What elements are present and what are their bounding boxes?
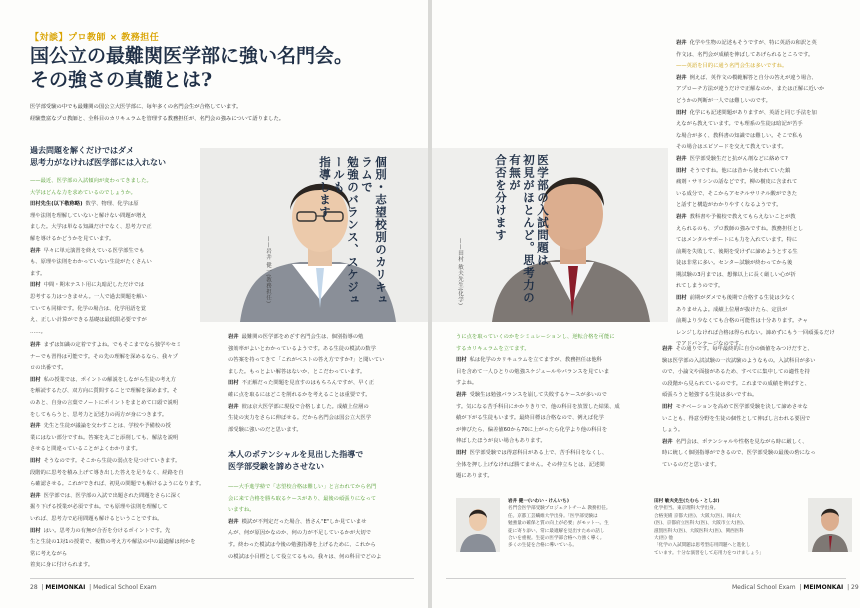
line-text: ます。 [30, 270, 46, 277]
text-line [228, 402, 414, 414]
line-text: え、正しい計算ができる基礎は最低限必要ですが [30, 317, 147, 324]
text-line [30, 199, 200, 211]
text-line [30, 315, 200, 327]
speaker-label: 岩井 [662, 346, 673, 352]
footer-left: 28 | MEIMONKAI | Medical School Exam [30, 584, 157, 591]
speaker-label: 岩井 [676, 40, 687, 46]
speaker-label: 田村 [676, 109, 687, 116]
line-text: 強効率がよいとわかっているようです。ある生徒の模試の数学 [228, 345, 376, 352]
line-text: 頑張ろうと勉強する生徒は多いですね。 [662, 392, 758, 399]
line-text: えながら教えています。でも理系の生徒は暗記が苦手 [676, 121, 803, 128]
text-line [676, 224, 846, 236]
profile-photo-tamura [808, 498, 852, 552]
text-line [662, 390, 848, 402]
text-line [456, 460, 652, 472]
text-line [30, 292, 200, 304]
line-text: 数学、物理、化学は原 [85, 201, 139, 208]
line-text: 前期より少なくても合格の可能性は十分あります。チャ [676, 318, 808, 325]
profile-line: 徒に寄り添い、常に最適解を見出すための話し [508, 528, 605, 534]
line-text: 化学にも記述問題がありますが、英語と同じ手法を加 [689, 109, 817, 116]
text-line [456, 332, 652, 344]
profile-line: 合いを重視。生徒の医学部合格へ力強く導く。 [508, 536, 605, 542]
line-text: させると問違っていることがよくわかります。 [30, 446, 141, 453]
line-text: 名門会は、ポテンシャルや性格を見ながら時に厳しく、 [675, 438, 808, 445]
speaker-label: 田村 [456, 357, 467, 364]
text-line [456, 471, 652, 483]
profile-line: 合格実績 京都大(医)、大阪大(医)、岡山大 [654, 513, 741, 519]
line-text: するカリキュラムを立てます。 [456, 345, 530, 352]
line-text: はい。思考力の有無が合否を分けるポイントです。先 [43, 527, 171, 534]
text-line [676, 131, 846, 143]
left-column-1-text [30, 176, 200, 336]
line-text: 題にあります。 [456, 473, 493, 480]
text-line [30, 502, 214, 514]
text-line [676, 305, 846, 317]
text-line [228, 540, 414, 552]
text-line [676, 281, 846, 293]
line-text: うに点を取っていくのかをシミュレーションし、逆転合格を可能に [456, 334, 615, 340]
text-line [228, 367, 414, 379]
text-line [676, 108, 846, 120]
line-text: 医学部受験では得意科目がある上で、苦手科目をなくし、 [469, 449, 608, 456]
text-line [456, 436, 652, 448]
text-line [662, 414, 848, 426]
profile-text-tamura [654, 498, 804, 557]
portrait-tamura-image [432, 148, 668, 322]
line-text: ていても同様です。化学の場合は、化学用語を覚 [30, 305, 147, 312]
text-line [662, 379, 848, 391]
section-heading-1: 過去問題を解くだけではダメ 思考力がなければ医学部には入れない [30, 145, 166, 167]
line-text: 会に来て合格を勝ち取るケースがあり、最後の頑張りになって [228, 495, 377, 502]
line-text: 徒は非常に多い。センター試験が終わってから後 [676, 260, 793, 267]
line-text: アプローチ方法が違うだけで正解なのか、または正解に近いか [676, 86, 825, 93]
line-text: 医学部では、医学部の入試で出題された問題をさらに深く [43, 492, 182, 499]
text-line [228, 552, 414, 564]
speaker-label: 岩井 [676, 155, 687, 162]
profile-line: 任。京都工芸繊維大学出身。「医学部受験は [508, 513, 598, 519]
text-line [30, 560, 214, 572]
text-line [30, 433, 214, 445]
text-line [676, 61, 846, 73]
speaker-label: 岩井 [456, 391, 467, 398]
text-line [676, 142, 846, 154]
speaker-label: 岩井 [30, 423, 41, 430]
text-line [30, 375, 214, 387]
line-text: 例えば、英作文の模範解答と自分の答えが違う場合、 [689, 74, 817, 81]
text-line [676, 200, 846, 212]
profile-line: 勉強量の確保と質の向上が必要」がモットー。生 [508, 521, 609, 527]
line-text: ました。大学は単なる知識だけでなく、思考力で正 [30, 224, 152, 231]
line-text: が伸びたら、偏差値60から70に上がったら化学より他の科目を [456, 426, 608, 433]
speaker-label: 田村 [676, 295, 687, 302]
line-text: 私は化学のカリキュラムを立てますが、教務担任は他科 [469, 357, 602, 364]
footer-rule-left [30, 578, 414, 579]
text-line [228, 505, 414, 517]
line-text: その通りです。毎年最終的に自分の価値をみつけだすと、 [675, 346, 813, 352]
text-line [676, 38, 846, 50]
profile-line: 滋賀医科大(医)、大阪医科大(医)、関西医科 [654, 528, 744, 534]
line-text: をしてもらうと、思考力と記述力の両方が身につきます。 [30, 411, 168, 418]
line-text: な場合が多く、教科書の知識では難しい。そこで私も [676, 132, 804, 139]
line-text: 績が下がる生徒もいます。最終目標は合格なので、例えば化学 [456, 415, 604, 422]
text-line [30, 188, 200, 200]
line-text: と話すと構造がわかりやすくなるようです。 [676, 202, 782, 209]
line-text: 験は医学部の入試試験の一次試験のようなもの。入試科目が多い [662, 357, 816, 364]
pull-quote-caption-tamura: ——田村 敏夫先生(化学) [457, 238, 463, 306]
speaker-label: 田村 [662, 403, 673, 410]
line-text: まずは知識の定着ですよね。でもそこまでなら独学やセミ [43, 342, 182, 348]
speaker-label: 岩井 [30, 492, 41, 499]
article-title: 国公立の最難関医学部に強い名門会。 その強さの真髄とは? [30, 45, 354, 91]
speaker-label: 田村 [30, 376, 41, 383]
line-text: そうなのです。そこから生徒の弱点を見つけていきます。 [43, 457, 181, 464]
text-line [456, 390, 652, 402]
line-text: ——大手進学塾で「志望校合格は難しい」と言われてから名門 [228, 484, 377, 490]
text-line [456, 355, 652, 367]
text-line [676, 189, 846, 201]
text-line [30, 468, 214, 480]
profile-line: 多くの生徒を合格に導いている。 [508, 543, 577, 549]
text-line [30, 211, 200, 223]
line-text: 期試験の3月までは、想像以上に長く厳しい心が折 [676, 271, 796, 278]
line-text: の模試は小目標として役立てるもの。我々は、何の科目でどのよ [228, 553, 382, 560]
text-line [676, 212, 846, 224]
text-line [456, 367, 652, 379]
speaker-label: 田村 [228, 380, 239, 387]
right-page [432, 0, 860, 608]
text-line [30, 327, 200, 336]
text-line [228, 390, 414, 402]
text-line [676, 247, 846, 259]
profile-line: 化学担当。東京理科大学出身。 [654, 506, 719, 512]
profile-text-iwai [508, 498, 650, 550]
text-line [662, 356, 848, 368]
text-line [456, 402, 652, 414]
line-text: んが、何が原因かなのか、何の力が不足しているかが大切で [228, 530, 372, 537]
text-line [30, 444, 214, 456]
line-text: ——最近、医学部の入試傾向が変わってきました。 [30, 178, 152, 184]
article-lead: 医学部受験の中でも最難関の国公立大医学部に、毎年多くの名門会生が合格しています。 経験豊富なプロ教師と、全科目のカリキュラムを管理する教務担任が、名門会の強みについて語りました。 [30, 104, 285, 122]
text-line [662, 367, 848, 379]
line-text: 部受験に強いのだと思います。 [228, 426, 302, 433]
text-line [228, 517, 414, 529]
text-line [30, 280, 200, 292]
line-text: そうですね。他には昔から使われていた鎮 [689, 167, 791, 174]
profile-line: (医)、京都府立医科大(医)、大阪市立大(医)、 [654, 521, 748, 527]
text-line [676, 270, 846, 282]
speaker-label: 岩井 [676, 213, 687, 220]
text-line [228, 332, 414, 344]
line-text: えられるのも、プロ教師の強みですね。教務担任とし [676, 225, 804, 232]
text-line [30, 176, 200, 188]
line-text: レンジしなければ合格は得られない。諦めずにもう一回頑張るだけ [676, 329, 835, 336]
profile-line: 「化学の入試問題は思考型応用問題へと進化し [654, 543, 751, 549]
text-line [456, 413, 652, 425]
speaker-label: 田村 [30, 282, 41, 289]
line-text: ありませんよ。成績上位層が抜けたら、定員が [676, 306, 788, 313]
line-text: 痛剤・サリシンの話などです。柳の樹皮に含まれて [676, 179, 798, 186]
line-text: ——英語を目的に通う名門会生は多いですね。 [676, 63, 788, 70]
line-text: 理や法則を理解していないと解けない問題が増え [30, 212, 147, 219]
pull-quote-iwai: 個別・志望校別のカリキュラムで 勉強のバランス、スケジュールも 指導します [318, 156, 388, 306]
text-line [228, 482, 414, 494]
line-text: その場合はエピソードを交えて教えています。 [676, 144, 787, 151]
left-page [0, 0, 428, 608]
line-text: も、原理や法則をわかっていない生徒がたくさんい [30, 259, 152, 266]
text-line [228, 344, 414, 356]
text-line [30, 340, 214, 352]
line-text: 作文は、名門会が成績を伸ばしてあげられるところです。 [676, 51, 814, 58]
profile-line: 名門会医学部受験プロジェクトチーム 教務担任。 [508, 506, 611, 512]
right-column-1-text [676, 38, 846, 364]
line-text: 目を含めて一人ひとりの勉強スケジュールやバランスを見ていま [456, 368, 610, 375]
photo-tamura [432, 148, 668, 322]
line-text: しょう。 [662, 427, 684, 434]
footer-right: Medical School Exam | MEIMONKAI | 29 [732, 584, 859, 591]
text-line [676, 73, 846, 85]
pull-quote-caption-iwai: ——岩井 健一(教務担任) [265, 236, 271, 304]
line-text: 不正解だった問題を見直すのはもちろんですが、早く正 [241, 380, 375, 387]
line-text: 大学はどんな力を求めているのでしょうか。 [30, 189, 136, 196]
text-line [30, 456, 214, 468]
line-text: ナーでも習得は可能です。その先の理解を深めるなら、我々プ [30, 353, 178, 360]
left-column-1b-text [30, 340, 214, 576]
portrait-iwai-image [200, 148, 428, 322]
text-line [228, 413, 414, 425]
line-text: どうかの判断が一人では難しいのです。 [676, 97, 771, 104]
text-line [30, 246, 200, 258]
text-line [30, 479, 214, 491]
line-text: すよね。 [456, 380, 478, 387]
line-text: 私の授業では、ポイントの解説をしながら生徒の考え方 [43, 376, 177, 383]
speaker-label: 岩井 [30, 247, 41, 254]
text-line [30, 421, 214, 433]
text-line [228, 378, 414, 390]
text-line [676, 96, 846, 108]
line-text: 着実に身に付けられます。 [30, 562, 94, 569]
speaker-label: 岩井 [228, 518, 239, 525]
line-text: 受験生は勉強バランスを崩して失敗するケースが多いので [469, 391, 607, 398]
text-line [456, 448, 652, 460]
speaker-label: 岩井 [228, 334, 239, 340]
line-text: いれば、思考力で応用問題も解けるということですね。 [30, 515, 163, 522]
line-text: いる成分で、そこからアセチルサリチル酸ができた [676, 190, 798, 197]
text-line [30, 526, 214, 538]
text-line [662, 425, 848, 437]
line-text: 医学部受験生だと抗がん剤などに絡めて? [689, 155, 788, 162]
text-line [676, 119, 846, 131]
line-text: てはメンタルサポートにも力を入れています。特に [676, 237, 798, 244]
line-text: 段階的に思考を積み上げて導き出した答えを足りなく、経路を自 [30, 469, 184, 476]
line-text: 前期がダメでも後期で合格する生徒は少なく [689, 295, 796, 302]
text-line [228, 528, 414, 540]
text-line [456, 344, 652, 356]
line-text: ので、小論文や面接があるため、すべてに集中しての適性を持 [662, 369, 810, 376]
text-line [30, 398, 214, 410]
text-line [30, 549, 214, 561]
text-line [30, 352, 214, 364]
text-line [676, 316, 846, 328]
line-text: いますね。 [228, 507, 255, 514]
speaker-label: 岩井 [228, 403, 239, 410]
line-text: 早々に単元演習を終えている医学部生でも [43, 247, 145, 254]
text-line [676, 177, 846, 189]
text-line [676, 258, 846, 270]
line-text: 常に考えながら [30, 550, 68, 557]
speaker-label: 岩井 [662, 438, 673, 445]
text-line [228, 425, 414, 437]
left-column-2-text [228, 332, 414, 444]
text-line [676, 154, 846, 166]
text-line [676, 84, 846, 96]
line-text: ロの出番です。 [30, 365, 67, 372]
text-line [662, 448, 848, 460]
line-text: の段階から見られているのです。これまでの成績を伸ばすと、 [662, 380, 810, 387]
text-line [662, 402, 848, 414]
text-line [30, 491, 214, 503]
speaker-label: 岩井 [676, 74, 687, 81]
line-text: 模試が不判定だった場合、皆さん"E"しか見ていませ [241, 518, 367, 525]
line-text: 前期を失敗して、後期を受けずに諦めようとする生 [676, 248, 798, 255]
right-column-2-text [456, 332, 652, 494]
text-line [30, 410, 214, 422]
right-column-3-text [662, 344, 848, 476]
line-text: す。終わった模試は今後の勉強指導を上げるために、これから [228, 541, 376, 548]
text-line [30, 222, 200, 234]
line-text: 全体を押し上げなければ勝てません。その仲立ちとは、記述問 [456, 461, 605, 468]
text-line [456, 425, 652, 437]
section-heading-2: 本人のポテンシャルを見出した指導で 医学部受験を諦めさせない [228, 449, 364, 471]
article-tag: 【対談】プロ教師 × 教務担任 [30, 33, 160, 43]
text-line [662, 344, 848, 356]
line-text: いことも、得意分野を生徒の個性として伸ばし言われる要因で [662, 415, 811, 422]
line-text: 生と生徒の1対1の授業で、複数の考え方や解法の中の最適解は何かを [30, 539, 196, 546]
text-line [676, 50, 846, 62]
profile-line: ています。十分な演習をして応用力をつけましょう」 [654, 550, 764, 556]
profile-tamura [654, 498, 848, 568]
profile-iwai [456, 498, 650, 568]
line-text: でアドバンテージなのです。 [676, 341, 745, 348]
text-line [30, 386, 214, 398]
text-line [30, 257, 200, 269]
speaker-label: 田村 [30, 527, 41, 534]
text-line [228, 494, 414, 506]
text-line [30, 269, 200, 281]
line-text: を解読するたび、双方向に質問することで理解を深めます。そ [30, 388, 178, 395]
line-text: 思考する力はつきません。一人で過去問題を解い [30, 293, 147, 300]
line-text: モチベーションを高めて医学部受験を決して諦めさせな [675, 403, 808, 410]
line-text: 時に統しく個別指導ができるので、医学部受験の最後の砦になっ [662, 450, 816, 457]
line-text: ているのだと思います。 [662, 461, 720, 468]
left-column-3-text [228, 482, 414, 572]
text-line [456, 378, 652, 390]
line-text: のあと、自身の言葉でノートにポイントをまとめて口頭で説明 [30, 399, 179, 406]
speaker-label: 岩井 [30, 342, 41, 348]
line-text: れてしまうのです。 [676, 283, 724, 290]
line-text: ……。 [30, 328, 46, 335]
line-text: 彼は京大医学部に現役で合格しました。成績上位層の [241, 403, 369, 410]
text-line [228, 355, 414, 367]
text-line [676, 328, 846, 340]
speaker-label: 田村 [676, 167, 687, 174]
text-line [30, 363, 214, 375]
text-line [662, 437, 848, 449]
text-line [30, 537, 214, 549]
text-line [676, 293, 846, 305]
line-text: ら確認させる。これができれば、初見の問題でも解けるようになります。 [30, 481, 205, 488]
photo-iwai [200, 148, 428, 322]
text-line [30, 304, 200, 316]
line-text: 教科書や予備校で教えてもらえないことが教 [689, 213, 796, 220]
line-text: 最難関の医学部をめざす名門会生は、個別指導の勉 [241, 334, 364, 340]
line-text: 掘り下げる授業が必須ですね。でも原理や法則を理解して [30, 504, 168, 511]
footer-rule-right [446, 578, 846, 579]
line-text: 先生と生徒が議論を交わすことは、学校や予備校の授 [43, 423, 171, 430]
profile-name: 岩井 健一(いわい・けんいち) [508, 499, 569, 504]
line-text: の答案を持ってきて「これがベストの答え方ですか?」と聞いてい [228, 357, 385, 364]
speaker-label: 田村先生(以下敬称略) [30, 201, 83, 208]
line-text: 業にはない部分ですね。答案を丸ごと添削しても、解法を説明 [30, 434, 179, 441]
line-text: 化学や生物の記述もそうですが、特に英語の和訳と英 [689, 40, 817, 46]
profile-photo-iwai [456, 498, 500, 552]
pull-quote-tamura: 医学部の入試問題は 初見がほとんど。思考力の有無が 合否を分けます [494, 154, 550, 304]
text-line [676, 235, 846, 247]
line-text: 中間・期末テスト用に丸暗記しただけでは [43, 282, 145, 289]
text-line [30, 514, 214, 526]
line-text: 確に点を取るにはどこを削れるかを考えることは重要です。 [228, 391, 371, 398]
speaker-label: 田村 [30, 457, 41, 464]
profile-name: 田村 敏夫先生(たむら・としお) [654, 499, 720, 504]
line-text: 解を導けるかどうかを見ています。 [30, 235, 115, 242]
line-text: ました。もっとよい解答はないか、とこだわっています。 [228, 368, 366, 375]
text-line [676, 166, 846, 178]
profile-line: 大(医) 他 [654, 536, 673, 542]
line-text: 生徒の実力をさらに伸ばせる。だから名門会は国公立大医学 [228, 415, 372, 422]
line-text: す。気になる苦手科目にかかりきりで、他の科目を放置した結果、成 [456, 403, 620, 410]
text-line [30, 234, 200, 246]
line-text: 伸ばしたほうが良い場合もあります。 [456, 438, 546, 445]
text-line [662, 460, 848, 472]
speaker-label: 田村 [456, 449, 467, 456]
